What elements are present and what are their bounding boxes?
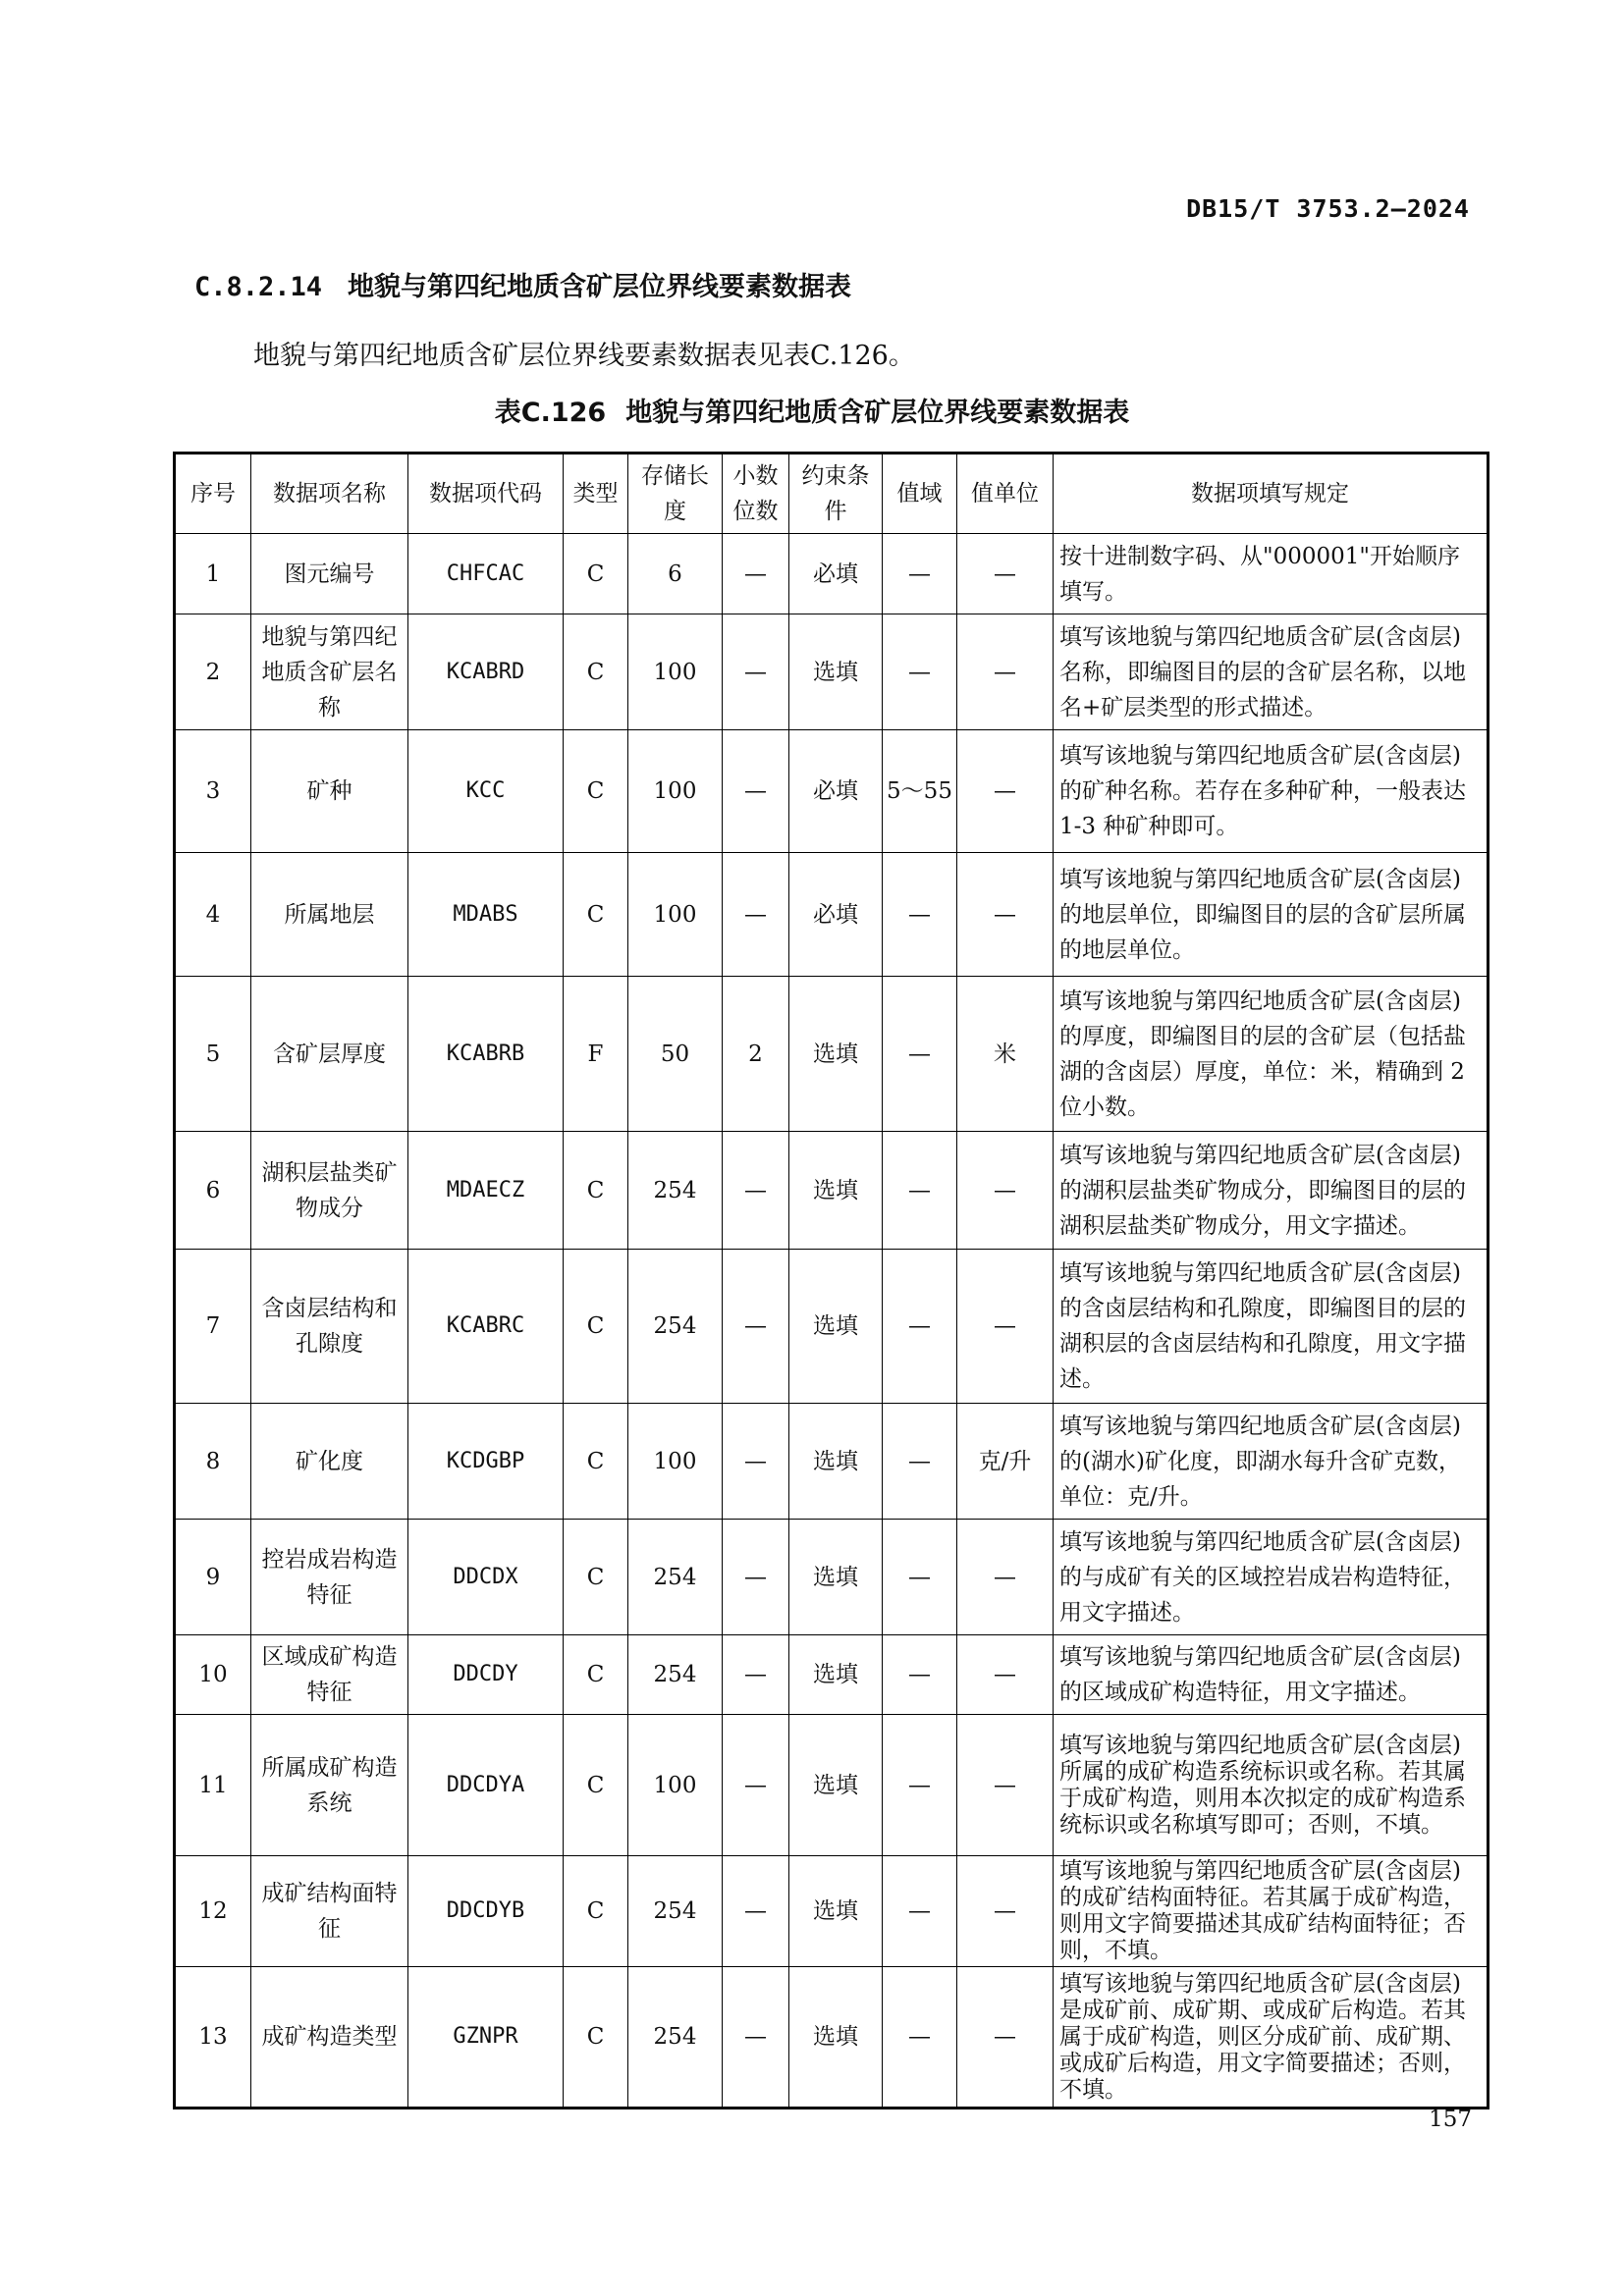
cell-range: — [883,853,957,977]
table-row [175,614,1489,730]
cell-type: F [564,977,628,1132]
cell-unit: — [957,730,1054,853]
cell-length: 100 [628,853,723,977]
cell-seq: 1 [175,534,251,614]
table-row [175,1715,1489,1856]
cell-type: C [564,730,628,853]
cell-name: 成矿结构面特征 [251,1856,408,1967]
cell-code: KCABRC [408,1250,564,1404]
table-row [175,977,1489,1132]
col-header: 类型 [564,454,628,534]
col-header: 值单位 [957,454,1054,534]
cell-type: C [564,1520,628,1635]
table-row [175,1967,1489,2109]
cell-length: 50 [628,977,723,1132]
cell-rule: 填写该地貌与第四纪地质含矿层(含卤层)是成矿前、成矿期、或成矿后构造。若其属于成矿构造，则区分成矿前、成矿期、或成矿后构造，用文字简要描述；否则，不填。 [1054,1967,1489,2109]
col-header: 序号 [175,454,251,534]
col-header: 数据项代码 [408,454,564,534]
cell-decimals: — [723,853,789,977]
cell-constraint: 必填 [789,534,883,614]
cell-unit: — [957,534,1054,614]
table-row [175,853,1489,977]
table-caption [0,391,1624,429]
cell-constraint: 选填 [789,1250,883,1404]
cell-code: MDABS [408,853,564,977]
cell-seq: 10 [175,1635,251,1715]
cell-type: C [564,1132,628,1250]
table-row [175,534,1489,614]
cell-type: C [564,534,628,614]
cell-seq: 5 [175,977,251,1132]
cell-length: 254 [628,1856,723,1967]
cell-rule: 填写该地貌与第四纪地质含矿层(含卤层)的厚度，即编图目的层的含矿层（包括盐湖的含卤层）厚度，单位：米，精确到 2 位小数。 [1054,977,1489,1132]
cell-constraint: 选填 [789,1715,883,1856]
cell-length: 254 [628,1520,723,1635]
cell-seq: 11 [175,1715,251,1856]
cell-seq: 12 [175,1856,251,1967]
cell-length: 100 [628,1404,723,1520]
cell-decimals: — [723,730,789,853]
table-row [175,1856,1489,1967]
cell-type: C [564,1404,628,1520]
cell-name: 所属成矿构造系统 [251,1715,408,1856]
cell-range: — [883,614,957,730]
page-number: 157 [1429,2107,1472,2132]
cell-unit: 米 [957,977,1054,1132]
table-number: 表C.126 [494,398,607,428]
cell-name: 矿化度 [251,1404,408,1520]
cell-decimals: — [723,1520,789,1635]
data-table [173,452,1489,2109]
cell-constraint: 必填 [789,853,883,977]
cell-unit: — [957,1856,1054,1967]
col-header: 数据项名称 [251,454,408,534]
cell-name: 所属地层 [251,853,408,977]
cell-seq: 4 [175,853,251,977]
cell-length: 254 [628,1132,723,1250]
table-row [175,1635,1489,1715]
table-row [175,1520,1489,1635]
cell-rule: 填写该地貌与第四纪地质含矿层(含卤层)名称，即编图目的层的含矿层名称，以地名+矿层类型的形式描述。 [1054,614,1489,730]
section-number: C.8.2.14 [194,272,323,302]
cell-range: — [883,1856,957,1967]
cell-unit: — [957,1715,1054,1856]
cell-length: 254 [628,1635,723,1715]
table-header-row [175,454,1489,534]
cell-name: 含矿层厚度 [251,977,408,1132]
cell-code: KCDGBP [408,1404,564,1520]
cell-constraint: 必填 [789,730,883,853]
cell-code: GZNPR [408,1967,564,2109]
cell-name: 含卤层结构和孔隙度 [251,1250,408,1404]
standard-id: DB15/T 3753.2—2024 [1186,194,1470,223]
cell-unit: — [957,1250,1054,1404]
cell-range: — [883,977,957,1132]
cell-unit: 克/升 [957,1404,1054,1520]
cell-length: 100 [628,614,723,730]
cell-unit: — [957,1132,1054,1250]
cell-rule: 填写该地貌与第四纪地质含矿层(含卤层)的成矿结构面特征。若其属于成矿构造，则用文字简要描述其成矿结构面特征；否则，不填。 [1054,1856,1489,1967]
cell-rule: 填写该地貌与第四纪地质含矿层(含卤层)的湖积层盐类矿物成分，即编图目的层的湖积层盐类矿物成分，用文字描述。 [1054,1132,1489,1250]
cell-constraint: 选填 [789,1856,883,1967]
cell-length: 254 [628,1250,723,1404]
cell-code: KCC [408,730,564,853]
cell-length: 100 [628,730,723,853]
cell-name: 成矿构造类型 [251,1967,408,2109]
cell-seq: 6 [175,1132,251,1250]
cell-code: DDCDX [408,1520,564,1635]
cell-decimals: — [723,1715,789,1856]
cell-type: C [564,1856,628,1967]
cell-seq: 8 [175,1404,251,1520]
col-header: 值域 [883,454,957,534]
cell-seq: 9 [175,1520,251,1635]
cell-range: — [883,1250,957,1404]
cell-unit: — [957,1520,1054,1635]
cell-rule: 按十进制数字码、从"000001"开始顺序填写。 [1054,534,1489,614]
cell-constraint: 选填 [789,1132,883,1250]
cell-name: 图元编号 [251,534,408,614]
cell-rule: 填写该地貌与第四纪地质含矿层(含卤层)的含卤层结构和孔隙度，即编图目的层的湖积层的含卤层结构和孔隙度，用文字描述。 [1054,1250,1489,1404]
cell-constraint: 选填 [789,1404,883,1520]
cell-decimals: — [723,1856,789,1967]
cell-range: 5～55 [883,730,957,853]
cell-type: C [564,1635,628,1715]
cell-constraint: 选填 [789,1520,883,1635]
cell-decimals: 2 [723,977,789,1132]
cell-seq: 7 [175,1250,251,1404]
cell-code: KCABRB [408,977,564,1132]
section-title: 地貌与第四纪地质含矿层位界线要素数据表 [348,272,852,302]
cell-range: — [883,534,957,614]
cell-decimals: — [723,1404,789,1520]
cell-seq: 3 [175,730,251,853]
cell-code: DDCDY [408,1635,564,1715]
cell-unit: — [957,1635,1054,1715]
cell-range: — [883,1967,957,2109]
cell-type: C [564,853,628,977]
cell-decimals: — [723,1635,789,1715]
cell-rule: 填写该地貌与第四纪地质含矿层(含卤层)的与成矿有关的区域控岩成岩构造特征，用文字描述。 [1054,1520,1489,1635]
cell-length: 6 [628,534,723,614]
cell-unit: — [957,1967,1054,2109]
cell-unit: — [957,853,1054,977]
cell-code: MDAECZ [408,1132,564,1250]
section-heading [194,265,851,303]
cell-type: C [564,1715,628,1856]
cell-range: — [883,1715,957,1856]
cell-rule: 填写该地貌与第四纪地质含矿层(含卤层)的矿种名称。若存在多种矿种，一般表达 1-3 种矿种即可。 [1054,730,1489,853]
cell-code: CHFCAC [408,534,564,614]
cell-name: 控岩成岩构造特征 [251,1520,408,1635]
cell-decimals: — [723,1132,789,1250]
cell-decimals: — [723,1250,789,1404]
cell-range: — [883,1404,957,1520]
cell-name: 地貌与第四纪地质含矿层名称 [251,614,408,730]
cell-rule: 填写该地貌与第四纪地质含矿层(含卤层)所属的成矿构造系统标识或名称。若其属于成矿构造，则用本次拟定的成矿构造系统标识或名称填写即可；否则，不填。 [1054,1715,1489,1856]
cell-seq: 2 [175,614,251,730]
cell-type: C [564,1967,628,2109]
cell-type: C [564,1250,628,1404]
cell-code: DDCDYA [408,1715,564,1856]
col-header: 小数位数 [723,454,789,534]
cell-code: DDCDYB [408,1856,564,1967]
cell-seq: 13 [175,1967,251,2109]
cell-length: 254 [628,1967,723,2109]
cell-name: 矿种 [251,730,408,853]
cell-rule: 填写该地貌与第四纪地质含矿层(含卤层)的地层单位，即编图目的层的含矿层所属的地层单位。 [1054,853,1489,977]
cell-decimals: — [723,614,789,730]
cell-rule: 填写该地貌与第四纪地质含矿层(含卤层)的区域成矿构造特征，用文字描述。 [1054,1635,1489,1715]
cell-range: — [883,1132,957,1250]
cell-code: KCABRD [408,614,564,730]
table-row [175,1250,1489,1404]
col-header: 存储长度 [628,454,723,534]
cell-decimals: — [723,1967,789,2109]
cell-name: 区域成矿构造特征 [251,1635,408,1715]
cell-rule: 填写该地貌与第四纪地质含矿层(含卤层)的(湖水)矿化度，即湖水每升含矿克数，单位：克/升。 [1054,1404,1489,1520]
cell-name: 湖积层盐类矿物成分 [251,1132,408,1250]
cell-constraint: 选填 [789,1967,883,2109]
cell-constraint: 选填 [789,1635,883,1715]
table-title: 地貌与第四纪地质含矿层位界线要素数据表 [625,398,1130,428]
col-header: 约束条件 [789,454,883,534]
cell-constraint: 选填 [789,614,883,730]
col-header: 数据项填写规定 [1054,454,1489,534]
cell-range: — [883,1635,957,1715]
cell-decimals: — [723,534,789,614]
cell-type: C [564,614,628,730]
section-intro: 地貌与第四纪地质含矿层位界线要素数据表见表C.126。 [253,341,915,371]
table-row [175,730,1489,853]
table-row [175,1132,1489,1250]
table-row [175,1404,1489,1520]
cell-length: 100 [628,1715,723,1856]
cell-range: — [883,1520,957,1635]
cell-constraint: 选填 [789,977,883,1132]
cell-unit: — [957,614,1054,730]
